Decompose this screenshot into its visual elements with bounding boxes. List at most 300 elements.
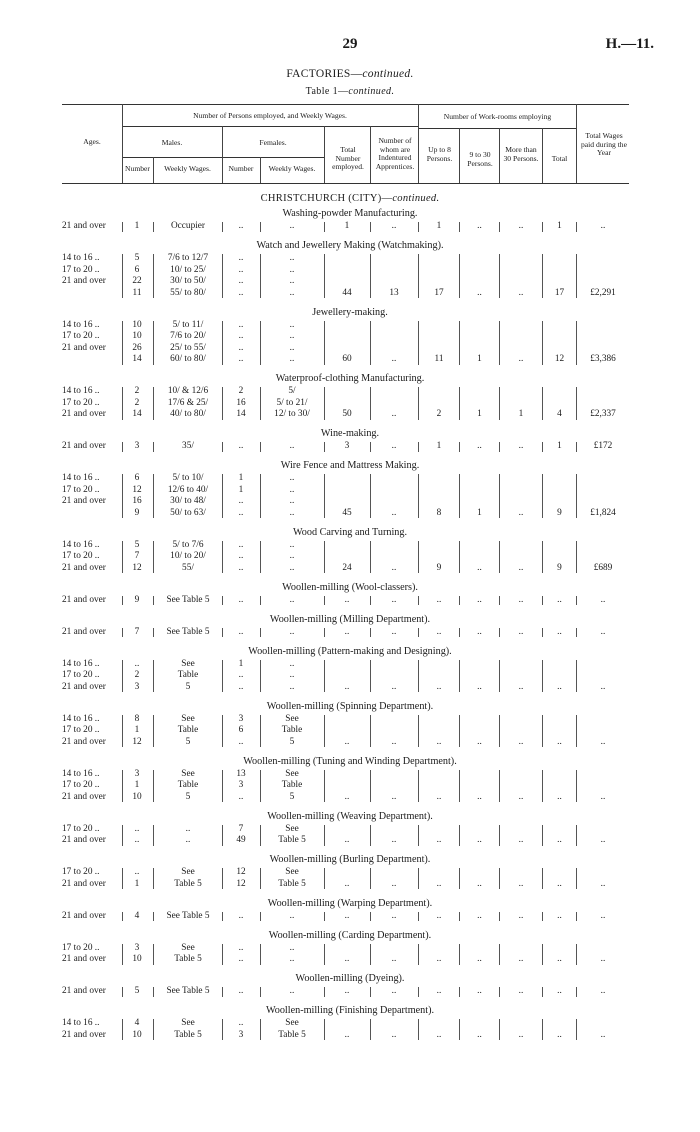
indentured-apprentices: .. <box>391 681 397 692</box>
workrooms-more-than-30: .. <box>518 287 524 298</box>
region-main: CHRISTCHURCH (CITY)— <box>260 193 393 204</box>
workrooms-up-to-8: .. <box>436 626 442 637</box>
row-age: 21 and over <box>62 681 106 692</box>
male-number: 12 <box>132 562 142 573</box>
region-continued: continued. <box>392 193 440 204</box>
male-wages: .. <box>185 835 191 845</box>
row-age: 21 and over <box>62 1029 106 1040</box>
male-wages: Table 5 <box>174 954 202 964</box>
total-wages: £172 <box>593 441 613 451</box>
workrooms-up-to-8: 1 <box>436 441 442 451</box>
header-persons-group: Number of Persons employed, and Weekly Wages. <box>193 111 347 120</box>
male-wages: See <box>181 713 195 724</box>
female-wages: .. <box>289 942 295 953</box>
total-wages: .. <box>600 986 606 996</box>
row-age: 17 to 20 .. <box>62 670 100 680</box>
female-wages: .. <box>289 342 295 353</box>
male-wages: 5/ to 11/ <box>172 319 204 330</box>
female-wages: 5/ <box>288 386 296 396</box>
workrooms-more-than-30: .. <box>518 986 524 996</box>
workrooms-up-to-8: .. <box>436 878 442 889</box>
row-age: 14 to 16 .. <box>62 386 100 396</box>
workrooms-total: 12 <box>554 354 565 364</box>
workrooms-total: .. <box>557 681 562 692</box>
row-age: 21 and over <box>62 409 106 419</box>
female-number: 16 <box>236 397 246 408</box>
workrooms-9-to-30: .. <box>477 594 482 605</box>
male-wages: 60/ to 80/ <box>170 354 206 364</box>
male-number: 16 <box>132 496 142 506</box>
male-wages: .. <box>185 823 191 834</box>
workrooms-more-than-30: .. <box>518 221 524 231</box>
male-wages: See <box>181 942 195 953</box>
row-age: 21 and over <box>62 276 106 286</box>
table-body <box>0 207 700 1047</box>
total-employed: .. <box>344 878 350 889</box>
workrooms-up-to-8: 9 <box>436 562 442 573</box>
row-age: 17 to 20 .. <box>62 331 100 341</box>
male-number: 4 <box>134 1018 140 1028</box>
row-age: 14 to 16 .. <box>62 253 100 263</box>
document-reference: H.—11. <box>605 36 654 52</box>
row-age: 17 to 20 .. <box>62 551 100 561</box>
male-number: 12 <box>132 736 142 747</box>
workrooms-up-to-8: .. <box>436 681 442 692</box>
female-wages: .. <box>289 507 295 518</box>
row-age: 21 and over <box>62 878 106 889</box>
total-employed: .. <box>344 626 350 637</box>
female-number: .. <box>238 496 244 506</box>
male-number: .. <box>134 658 140 669</box>
header-total-wages: Total Wages paid during the Year <box>581 131 627 157</box>
male-wages: 10/ to 25/ <box>170 264 206 275</box>
industry-section <box>0 929 700 966</box>
industry-title: Woollen-milling (Milling Department). <box>269 613 431 625</box>
workrooms-more-than-30: .. <box>518 507 524 518</box>
industry-section <box>0 972 700 998</box>
female-number: .. <box>238 539 244 550</box>
male-number: 6 <box>134 264 140 275</box>
row-age: 14 to 16 .. <box>62 713 100 724</box>
female-number: 3 <box>238 1029 244 1040</box>
male-number: 14 <box>132 354 142 364</box>
row-age: 17 to 20 .. <box>62 397 100 408</box>
total-wages: .. <box>600 835 606 845</box>
row-age: 21 and over <box>62 910 106 921</box>
header-up-to-8: Up to 8 Persons. <box>426 145 453 163</box>
female-number: 12 <box>236 867 246 877</box>
female-number: .. <box>238 253 244 263</box>
male-wages: 40/ to 80/ <box>170 409 206 419</box>
row-age: 17 to 20 .. <box>62 942 100 953</box>
female-number: 12 <box>236 878 246 889</box>
indentured-apprentices: .. <box>391 626 397 637</box>
male-wages: Table <box>177 780 199 790</box>
workrooms-9-to-30: .. <box>477 626 482 637</box>
workrooms-more-than-30: 1 <box>518 409 524 419</box>
male-number: 10 <box>132 331 142 341</box>
indentured-apprentices: .. <box>391 507 397 518</box>
male-number: 3 <box>134 768 140 779</box>
female-number: .. <box>238 1018 244 1028</box>
workrooms-more-than-30: .. <box>518 910 524 921</box>
female-wages: 5/ to 21/ <box>276 397 308 408</box>
male-wages: See <box>181 768 195 779</box>
female-number: 13 <box>236 768 246 779</box>
indentured-apprentices: .. <box>391 791 397 802</box>
total-employed: 3 <box>344 441 350 451</box>
header-top-rule <box>62 104 629 105</box>
header-males: Males. <box>161 138 183 147</box>
male-wages: See Table 5 <box>166 594 210 605</box>
total-employed: 45 <box>342 507 352 518</box>
row-age: 14 to 16 .. <box>62 539 100 550</box>
workrooms-total: .. <box>557 954 562 964</box>
female-number: 7 <box>238 823 244 834</box>
female-number: .. <box>238 331 244 341</box>
workrooms-9-to-30: .. <box>477 441 482 451</box>
header-female-wages: Weekly Wages. <box>268 164 316 173</box>
female-wages: .. <box>289 441 295 451</box>
workrooms-up-to-8: 8 <box>436 507 442 518</box>
header-indentured: Number of whom are Indentured Apprentices. <box>375 136 415 171</box>
female-wages: .. <box>289 954 295 964</box>
row-age: 17 to 20 .. <box>62 823 100 834</box>
male-wages: Table 5 <box>174 878 202 889</box>
female-wages: .. <box>289 264 295 275</box>
header-more-than-30: More than 30 Persons. <box>503 145 539 163</box>
female-number: .. <box>238 954 244 964</box>
header-male-wages: Weekly Wages. <box>164 164 211 173</box>
industry-title: Watch and Jewellery Making (Watchmaking). <box>256 240 444 251</box>
total-employed: .. <box>344 736 350 747</box>
workrooms-up-to-8: 11 <box>434 354 444 364</box>
total-employed: .. <box>344 986 350 996</box>
row-age: 21 and over <box>62 221 106 231</box>
industry-title: Woollen-milling (Weaving Department). <box>267 810 433 822</box>
female-number: .. <box>238 287 244 298</box>
female-number: 3 <box>238 713 244 724</box>
female-number: 1 <box>238 473 244 483</box>
header-divider <box>499 128 500 183</box>
row-age: 14 to 16 .. <box>62 319 100 330</box>
male-wages: 5 <box>185 791 191 802</box>
female-wages: Table <box>281 725 303 735</box>
industry-title: Woollen-milling (Wool-classers). <box>282 581 418 593</box>
male-number: .. <box>134 835 140 845</box>
female-wages: .. <box>289 276 295 286</box>
header-divider <box>222 126 223 183</box>
male-number: 1 <box>134 725 140 735</box>
workrooms-9-to-30: 1 <box>477 354 482 364</box>
industry-section <box>0 897 700 923</box>
header-females: Females. <box>259 138 287 147</box>
total-wages: £2,291 <box>590 287 616 298</box>
industry-title: Woollen-milling (Finishing Department). <box>265 1005 435 1016</box>
row-age: 17 to 20 .. <box>62 867 100 877</box>
row-age: 17 to 20 .. <box>62 264 100 275</box>
male-wages: 30/ to 50/ <box>170 276 206 286</box>
female-wages: .. <box>289 986 295 996</box>
workrooms-more-than-30: .. <box>518 594 524 605</box>
male-wages: 5/ to 7/6 <box>172 539 204 550</box>
female-wages: .. <box>289 562 295 573</box>
workrooms-9-to-30: .. <box>477 954 482 964</box>
workrooms-total: 1 <box>557 221 562 231</box>
workrooms-up-to-8: .. <box>436 594 442 605</box>
male-number: 7 <box>134 626 140 637</box>
female-wages: .. <box>289 626 295 637</box>
total-employed: 60 <box>342 354 352 364</box>
indentured-apprentices: .. <box>391 986 397 996</box>
industry-section <box>0 853 700 890</box>
industry-title: Woollen-milling (Burling Department). <box>269 854 431 865</box>
male-number: 10 <box>132 319 142 330</box>
male-number: 1 <box>134 221 140 231</box>
female-number: .. <box>238 986 244 996</box>
total-employed: 44 <box>342 287 352 298</box>
indentured-apprentices: .. <box>391 835 397 845</box>
indentured-apprentices: .. <box>391 954 397 964</box>
workrooms-total: 9 <box>557 507 562 518</box>
workrooms-more-than-30: .. <box>518 681 524 692</box>
female-number: .. <box>238 736 244 747</box>
header-workrooms-rule <box>419 128 576 129</box>
header-workrooms-group: Number of Work-rooms employing <box>443 112 552 121</box>
male-wages: 25/ to 55/ <box>170 342 206 353</box>
industry-title: Wine-making. <box>320 428 380 439</box>
male-wages: 30/ to 48/ <box>170 496 206 506</box>
industry-section <box>0 755 700 804</box>
industry-title: Woollen-milling (Tuning and Winding Department). <box>243 755 457 767</box>
female-wages: 12/ to 30/ <box>274 409 310 419</box>
industry-section <box>0 700 700 749</box>
row-age: 17 to 20 .. <box>62 484 100 495</box>
total-employed: .. <box>344 910 350 921</box>
female-wages: .. <box>289 484 295 495</box>
subtitle-continued: continued. <box>348 86 395 97</box>
total-employed: 24 <box>342 562 352 573</box>
industry-title: Woollen-milling (Pattern-making and Designing). <box>248 645 452 657</box>
row-age: 21 and over <box>62 496 106 506</box>
workrooms-total: .. <box>557 1029 562 1040</box>
indentured-apprentices: .. <box>391 441 397 451</box>
row-age: 21 and over <box>62 441 106 451</box>
female-wages: .. <box>289 910 295 921</box>
female-number: .. <box>238 594 244 605</box>
row-age: 21 and over <box>62 626 106 637</box>
indentured-apprentices: .. <box>391 594 397 605</box>
female-number: .. <box>238 670 244 680</box>
page-title <box>0 68 700 80</box>
female-wages: 5 <box>289 736 295 747</box>
female-number: 3 <box>238 780 244 790</box>
female-wages: Table 5 <box>278 1029 306 1040</box>
total-wages: .. <box>600 594 606 605</box>
workrooms-more-than-30: .. <box>518 562 524 573</box>
indentured-apprentices: .. <box>391 221 397 231</box>
title-continued: continued. <box>362 68 414 80</box>
total-wages: .. <box>600 910 606 921</box>
female-number: .. <box>238 354 244 364</box>
header-9-to-30: 9 to 30 Persons. <box>467 150 493 168</box>
female-wages: .. <box>289 496 295 506</box>
total-wages: £1,824 <box>590 507 616 518</box>
industry-title: Woollen-milling (Dyeing). <box>295 973 405 984</box>
workrooms-total: .. <box>557 626 562 637</box>
male-wages: 50/ to 63/ <box>170 507 206 518</box>
male-number: 8 <box>134 713 140 724</box>
male-wages: See <box>181 658 195 669</box>
workrooms-total: 17 <box>554 287 565 298</box>
female-number: 49 <box>236 835 246 845</box>
workrooms-more-than-30: .. <box>518 441 524 451</box>
workrooms-more-than-30: .. <box>518 878 524 889</box>
row-age: 21 and over <box>62 594 106 605</box>
male-wages: 12/6 to 40/ <box>167 484 209 495</box>
workrooms-total: .. <box>557 835 562 845</box>
male-number: 2 <box>134 670 140 680</box>
total-wages: .. <box>600 1029 606 1040</box>
row-age: 14 to 16 .. <box>62 768 100 779</box>
female-number: .. <box>238 791 244 802</box>
header-male-number: Number <box>125 164 150 173</box>
male-wages: 17/6 & 25/ <box>167 397 209 408</box>
row-age: 14 to 16 .. <box>62 473 100 483</box>
workrooms-up-to-8: .. <box>436 986 442 996</box>
workrooms-9-to-30: .. <box>477 1029 482 1040</box>
female-wages: .. <box>289 253 295 263</box>
male-wages: See Table 5 <box>166 626 210 637</box>
region-heading <box>0 193 700 204</box>
industry-title: Jewellery-making. <box>312 306 388 318</box>
row-age: 21 and over <box>62 791 106 802</box>
workrooms-9-to-30: .. <box>477 986 482 996</box>
indentured-apprentices: .. <box>391 1029 397 1040</box>
female-number: .. <box>238 276 244 286</box>
indentured-apprentices: .. <box>391 878 397 889</box>
workrooms-9-to-30: .. <box>477 910 482 921</box>
industry-section <box>0 372 700 421</box>
female-number: .. <box>238 942 244 953</box>
female-wages: Table <box>281 780 303 790</box>
workrooms-9-to-30: 1 <box>477 507 482 518</box>
female-number: 2 <box>238 386 244 396</box>
header-divider <box>459 128 460 183</box>
male-wages: Occupier <box>170 221 206 231</box>
female-wages: .. <box>289 473 295 483</box>
total-employed: 1 <box>344 221 350 231</box>
female-number: 14 <box>236 409 246 419</box>
total-employed: 50 <box>342 409 352 419</box>
male-number: 3 <box>134 441 140 451</box>
indentured-apprentices: .. <box>391 562 397 573</box>
workrooms-total: .. <box>557 910 562 921</box>
female-wages: .. <box>289 319 295 330</box>
industry-section <box>0 645 700 694</box>
female-wages: See <box>285 768 299 779</box>
row-age: 21 and over <box>62 562 106 573</box>
industry-section <box>0 581 700 607</box>
female-number: 1 <box>238 484 244 495</box>
workrooms-up-to-8: .. <box>436 835 442 845</box>
total-wages: .. <box>600 681 606 692</box>
male-wages: 7/6 to 12/7 <box>167 253 209 263</box>
workrooms-total: .. <box>557 878 562 889</box>
female-number: .. <box>238 319 244 330</box>
workrooms-9-to-30: .. <box>477 287 482 298</box>
row-age: 21 and over <box>62 835 106 845</box>
male-number: 22 <box>132 276 142 286</box>
workrooms-more-than-30: .. <box>518 835 524 845</box>
total-employed: .. <box>344 681 350 692</box>
male-number: 10 <box>132 954 142 964</box>
industry-title: Wood Carving and Turning. <box>292 526 408 538</box>
total-wages: £689 <box>593 562 613 573</box>
female-wages: Table 5 <box>278 878 306 889</box>
total-wages: .. <box>600 954 606 964</box>
female-wages: .. <box>289 551 295 561</box>
male-wages: 7/6 to 20/ <box>170 331 206 341</box>
male-number: 9 <box>134 594 140 605</box>
workrooms-9-to-30: .. <box>477 681 482 692</box>
male-number: 4 <box>134 910 140 921</box>
female-number: .. <box>238 910 244 921</box>
workrooms-more-than-30: .. <box>518 736 524 747</box>
header-divider <box>324 126 325 183</box>
workrooms-total: .. <box>557 791 562 802</box>
header-female-number: Number <box>228 164 254 173</box>
male-wages: 5 <box>185 736 191 747</box>
female-wages: .. <box>289 354 295 364</box>
female-number: .. <box>238 264 244 275</box>
male-wages: See <box>181 1018 195 1028</box>
female-number: .. <box>238 551 244 561</box>
female-number: .. <box>238 562 244 573</box>
row-age: 21 and over <box>62 342 106 353</box>
industry-title: Waterproof-clothing Manufacturing. <box>275 373 425 384</box>
row-age: 17 to 20 .. <box>62 725 100 735</box>
header-total-number: Total Number employed. <box>332 145 364 171</box>
title-main: FACTORIES— <box>286 68 363 80</box>
female-wages: See <box>285 823 299 834</box>
workrooms-9-to-30: 1 <box>477 409 482 419</box>
indentured-apprentices: .. <box>391 354 397 364</box>
industry-section <box>0 526 700 575</box>
total-employed: .. <box>344 594 350 605</box>
total-employed: .. <box>344 835 350 845</box>
male-wages: Table <box>177 670 199 680</box>
indentured-apprentices: .. <box>391 910 397 921</box>
male-number: 5 <box>134 539 140 550</box>
workrooms-total: 9 <box>557 562 562 573</box>
subtitle-main: Table 1— <box>305 86 349 97</box>
female-wages: .. <box>289 539 295 550</box>
industry-section <box>0 207 700 233</box>
workrooms-total: 1 <box>557 441 562 451</box>
male-wages: 10/ to 20/ <box>170 551 206 561</box>
female-wages: .. <box>289 658 295 669</box>
male-number: 2 <box>134 386 140 396</box>
female-wages: .. <box>289 221 295 231</box>
workrooms-up-to-8: .. <box>436 954 442 964</box>
female-wages: Table 5 <box>278 835 306 845</box>
industry-title: Washing-powder Manufacturing. <box>282 208 418 219</box>
industry-section <box>0 810 700 847</box>
male-number: 10 <box>132 791 142 802</box>
industry-section <box>0 1004 700 1041</box>
male-wages: 5 <box>185 681 191 692</box>
